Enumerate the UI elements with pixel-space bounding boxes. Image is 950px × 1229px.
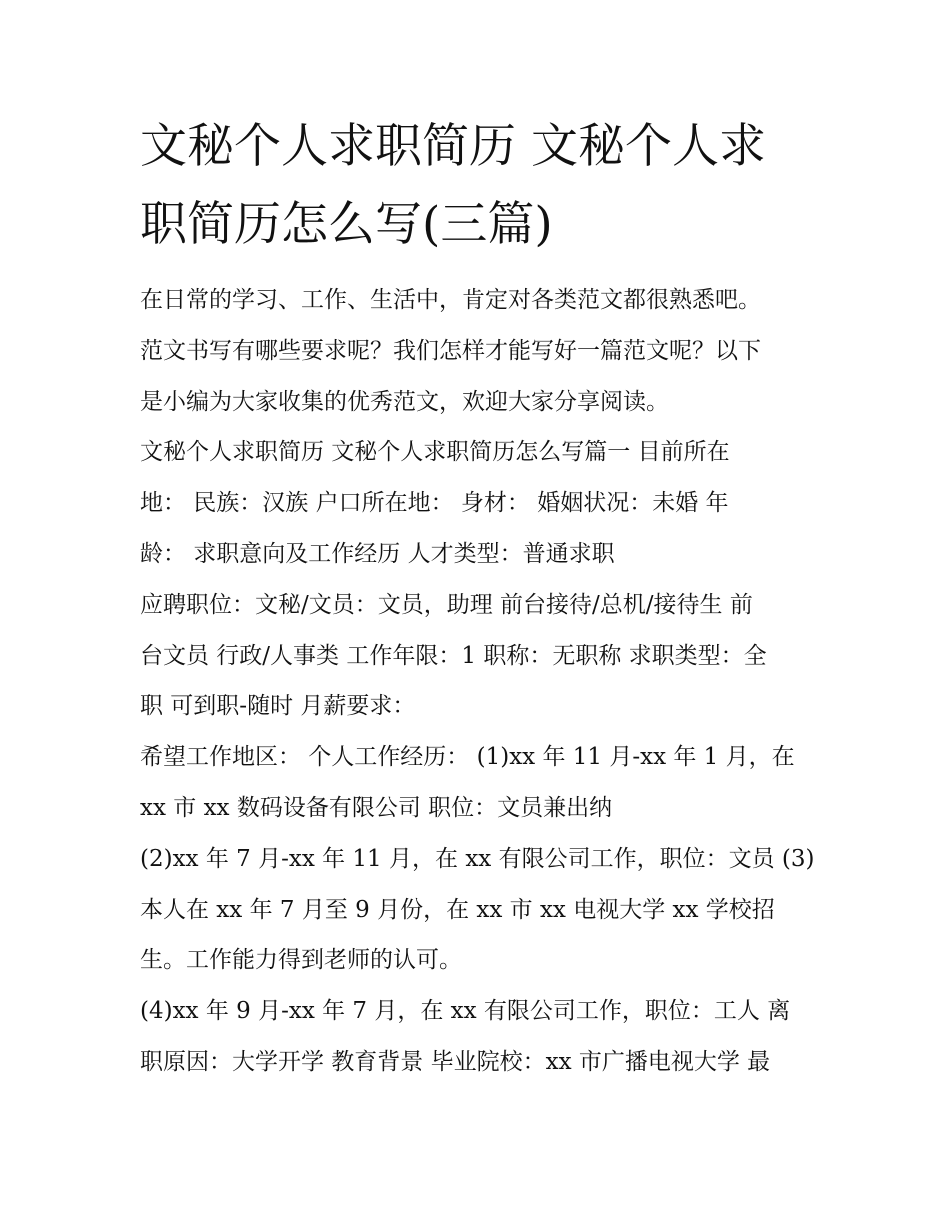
body-line-9: 职 可到职-随时 月薪要求： <box>140 693 416 719</box>
body-line-6: 龄： 求职意向及工作经历 人才类型：普通求职 <box>140 541 615 567</box>
body-line-14: 生。工作能力得到老师的认可。 <box>140 947 462 973</box>
document-title-line-2: 职简历怎么写(三篇) <box>140 197 553 252</box>
body-line-16: 职原因：大学开学 教育背景 毕业院校：xx 市广播电视大学 最 <box>140 1049 771 1075</box>
body-line-12: (2)xx 年 7 月-xx 年 11 月，在 xx 有限公司工作，职位：文员 (3) <box>140 846 815 872</box>
body-line-2: 范文书写有哪些要求呢？我们怎样才能写好一篇范文呢？以下 <box>140 338 761 364</box>
body-line-11: xx 市 xx 数码设备有限公司 职位：文员兼出纳 <box>140 795 613 821</box>
body-line-10: 希望工作地区： 个人工作经历： (1)xx 年 11 月-xx 年 1 月，在 <box>140 744 795 770</box>
body-line-4: 文秘个人求职简历 文秘个人求职简历怎么写篇一 目前所在 <box>140 439 730 465</box>
body-line-7: 应聘职位：文秘/文员：文员，助理 前台接待/总机/接待生 前 <box>140 592 753 618</box>
body-line-15: (4)xx 年 9 月-xx 年 7 月，在 xx 有限公司工作，职位：工人 离 <box>140 998 791 1024</box>
document-title-line-1: 文秘个人求职简历 文秘个人求 <box>140 119 766 174</box>
body-line-5: 地： 民族：汉族 户口所在地： 身材： 婚姻状况：未婚 年 <box>140 490 729 516</box>
body-line-13: 本人在 xx 年 7 月至 9 月份，在 xx 市 xx 电视大学 xx 学校招 <box>140 897 775 923</box>
body-line-8: 台文员 行政/人事类 工作年限：1 职称：无职称 求职类型：全 <box>140 643 767 669</box>
body-line-3: 是小编为大家收集的优秀范文，欢迎大家分享阅读。 <box>140 389 669 415</box>
body-line-1: 在日常的学习、工作、生活中，肯定对各类范文都很熟悉吧。 <box>140 287 761 313</box>
